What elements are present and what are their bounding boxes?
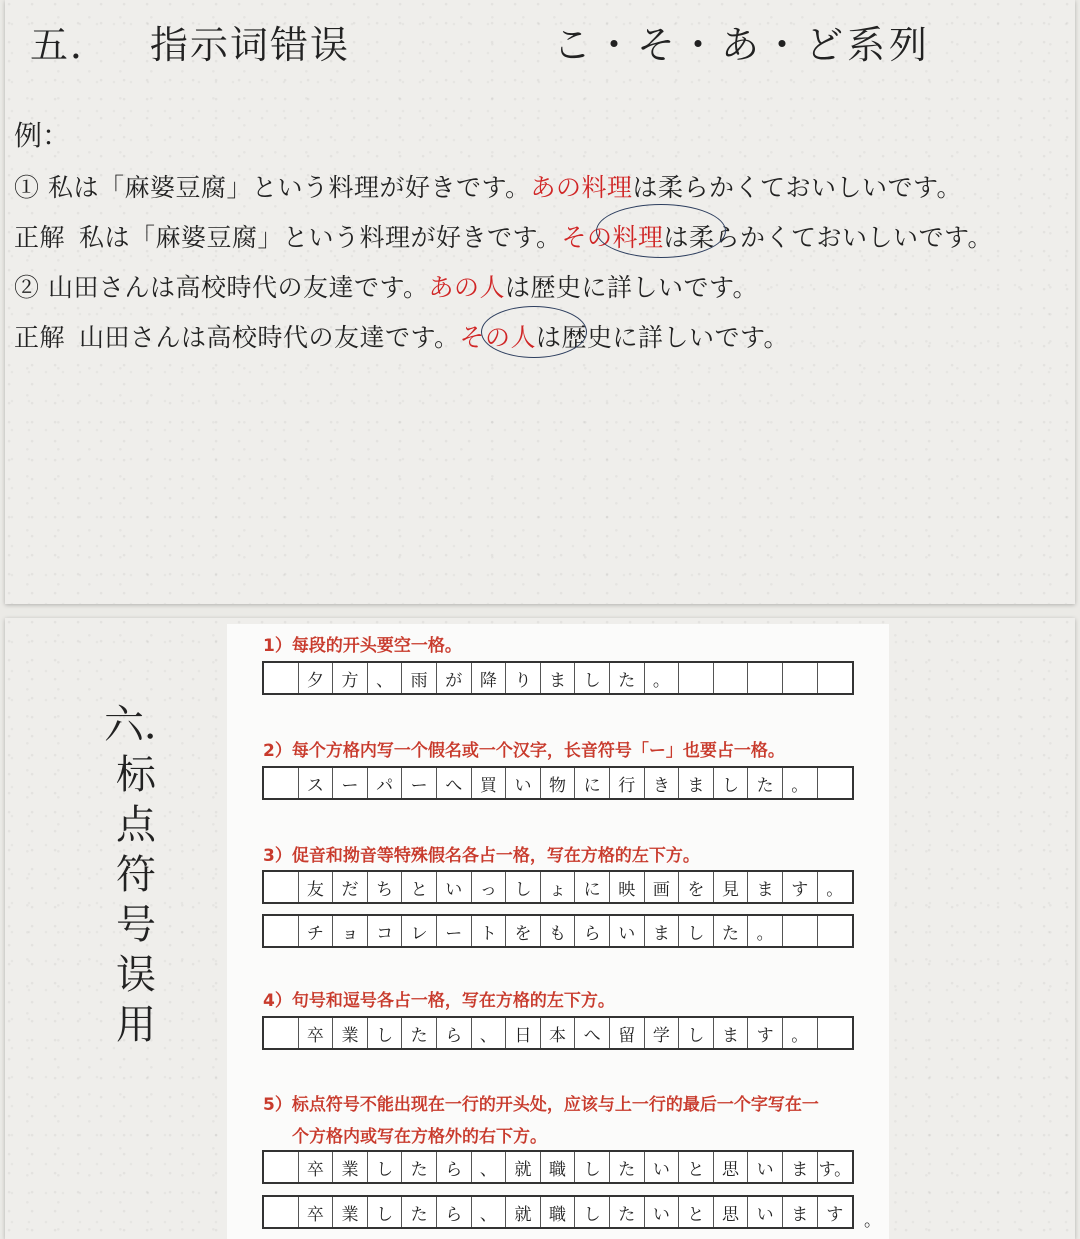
grid-cell: 方 [333,663,368,693]
grid-cell: ー [333,768,368,798]
grid-cell: す [748,1018,783,1048]
section5-series: こ・そ・あ・ど系列 [553,23,932,67]
manuscript-grid [262,1016,854,1050]
grid-cell [748,663,783,693]
grid-cell: 。 [826,879,844,900]
grid-cell: す [826,1204,844,1225]
grid-cell: に [575,872,610,902]
grid-cell: ら [437,1018,472,1048]
grid-cell: し [575,1152,610,1182]
rule-text: 1）每段的开头要空一格。 [263,636,462,656]
grid-cell [264,1197,299,1227]
correction-circle [481,306,587,358]
grid-cell: 物 [541,768,576,798]
grid-cell [264,663,299,693]
grid-cell: ま [714,1018,749,1048]
grid-cell: 降 [472,663,507,693]
grid-cell: 、 [368,663,403,693]
grid-cell: い [437,872,472,902]
grid-cell: た [714,916,749,946]
grid-cell: ま [645,916,680,946]
grid-cell: 業 [333,1152,368,1182]
grid-cell: と [679,1197,714,1227]
rule-text: 2）每个方格内写一个假名或一个汉字，长音符号「ー」也要占一格。 [263,741,785,761]
grid-cell [783,663,818,693]
manuscript-grid [262,870,854,904]
grid-cell [818,916,853,946]
grid-cell: い [645,1197,680,1227]
grid-cell: だ [333,872,368,902]
grid-cell: を [679,872,714,902]
grid-cell [818,768,853,798]
grid-cell: と [679,1152,714,1182]
grid-cell: に [575,768,610,798]
grid-cell: 。 [645,663,680,693]
section5-title [30,14,350,69]
grid-cell: 職 [541,1197,576,1227]
grid-cell: 雨 [402,663,437,693]
grid-cell: い [506,768,541,798]
grid-cell: が [437,663,472,693]
grid-cell: ー [437,916,472,946]
grid-cell: し [679,1018,714,1048]
grid-cell: し [506,872,541,902]
grid-cell: ス [299,768,334,798]
grid-cell: た [402,1197,437,1227]
grid-cell: 、 [472,1197,507,1227]
grid-cell: 見 [714,872,749,902]
title-char: 六． [104,702,184,748]
grid-cell: ま [783,1152,818,1182]
grid-cell: た [610,663,645,693]
grid-cell: 卒 [299,1197,334,1227]
grid-cell: 。 [783,768,818,798]
grid-cell: 日 [506,1018,541,1048]
example-label: 例： [14,119,71,152]
grid-cell [264,916,299,946]
grid-cell: 、 [472,1018,507,1048]
sentence-text: 私は「麻婆豆腐」という料理が好きです。 [79,223,562,252]
grid-cell: し [368,1018,403,1048]
grid-cell: と [402,872,437,902]
title-char: 误 [116,952,156,998]
grid-cell: た [610,1197,645,1227]
grid-cell: 。 [783,1018,818,1048]
example-line [14,318,789,354]
grid-cell: 思 [714,1197,749,1227]
grid-cell: た [402,1152,437,1182]
grid-cell: し [575,1197,610,1227]
example-line [14,268,758,304]
sentence-text: ① 私は「麻婆豆腐」という料理が好きです。 [14,173,531,202]
grid-cell: い [645,1152,680,1182]
title-char: 号 [116,902,156,948]
grid-cell: た [610,1152,645,1182]
grid-cell: ょ [541,872,576,902]
grid-cell: ま [748,872,783,902]
grid-cell: コ [368,916,403,946]
grid-cell: し [368,1197,403,1227]
grid-cell: い [748,1197,783,1227]
rule-text: 5）标点符号不能出现在一行的开头处，应该与上一行的最后一个字写在一 [263,1095,819,1115]
grid-cell: も [541,916,576,946]
grid-cell: っ [472,872,507,902]
grid-cell: ら [437,1197,472,1227]
grid-cell: 卒 [299,1018,334,1048]
sentence-text: 山田さんは高校時代の友達です。 [79,323,460,352]
sentence-text: ② 山田さんは高校時代の友達です。 [14,273,429,302]
sentence-text: は歴史に詳しいです。 [504,273,758,302]
grid-cell [818,1018,853,1048]
grid-cell: た [748,768,783,798]
grid-cell: し [679,916,714,946]
grid-cell: 学 [645,1018,680,1048]
grid-cell: へ [437,768,472,798]
highlighted-phrase: その料理 [561,223,664,252]
grid-cell [783,916,818,946]
grid-cell: 買 [472,768,507,798]
grid-cell: し [368,1152,403,1182]
manuscript-grid [262,766,854,800]
grid-cell: い [748,1152,783,1182]
title-char: 点 [116,802,156,848]
grid-cell: 画 [645,872,680,902]
title-char: 标 [116,752,156,798]
grid-cell: レ [402,916,437,946]
grid-cell: た [402,1018,437,1048]
grid-cell: 本 [541,1018,576,1048]
grid-cell: 業 [333,1197,368,1227]
grid-cell: 映 [610,872,645,902]
manuscript-grid [262,661,854,695]
sentence-text: 正解 [14,323,66,352]
grid-cell: 職 [541,1152,576,1182]
highlighted-phrase: あの料理 [530,173,633,202]
grid-cell: 業 [333,1018,368,1048]
grid-cell: ま [541,663,576,693]
grid-cell: い [610,916,645,946]
grid-cell: 就 [506,1197,541,1227]
grid-cell: 行 [610,768,645,798]
section5-number: 五． [30,23,111,67]
grid-cell [264,1018,299,1048]
grid-cell: を [506,916,541,946]
grid-cell: 卒 [299,1152,334,1182]
rule-text: 4）句号和逗号各占一格，写在方格的左下方。 [263,991,615,1011]
grid-cell [714,663,749,693]
highlighted-phrase: あの人 [428,273,505,302]
grid-cell: す [783,872,818,902]
grid-cell: 就 [506,1152,541,1182]
sentence-text: は柔らかくておいしいです。 [632,173,962,202]
example-line [14,168,962,204]
sentence-text: は柔らかくておいしいです。 [663,223,994,252]
manuscript-grid [262,914,854,948]
grid-cell: り [506,663,541,693]
trailing-period: 。 [864,1211,881,1231]
grid-cell: チ [299,916,334,946]
highlighted-phrase: その人 [459,323,537,352]
sentence-text: は歴史に詳しいです。 [536,323,790,352]
grid-cell: ョ [333,916,368,946]
grid-cell: ま [783,1197,818,1227]
grid-cell: ら [575,916,610,946]
grid-cell [264,768,299,798]
grid-cell: ト [472,916,507,946]
rule-text: 个方格内或写在方格外的右下方。 [292,1127,547,1147]
grid-cell: ー [402,768,437,798]
grid-cell [264,1152,299,1182]
grid-cell: パ [368,768,403,798]
grid-cell: 夕 [299,663,334,693]
section6-vertical-title [104,700,184,1050]
grid-cell: ち [368,872,403,902]
grid-cell: 、 [472,1152,507,1182]
grid-cell [818,663,853,693]
grid-cell: 留 [610,1018,645,1048]
manuscript-grid [262,1150,854,1184]
grid-cell: す。 [818,1159,852,1180]
manuscript-grid [262,1195,854,1229]
rule-text: 3）促音和拗音等特殊假名各占一格，写在方格的左下方。 [263,846,700,866]
title-char: 符 [116,852,156,898]
correction-circle [596,204,726,258]
grid-cell: へ [575,1018,610,1048]
grid-cell: し [714,768,749,798]
grid-cell: 。 [748,916,783,946]
grid-cell: 思 [714,1152,749,1182]
grid-cell: し [575,663,610,693]
grid-cell: き [645,768,680,798]
section5-heading: 指示词错误 [150,23,351,67]
grid-cell [679,663,714,693]
grid-cell: ら [437,1152,472,1182]
example-line [14,218,993,254]
grid-cell: ま [679,768,714,798]
grid-cell [264,872,299,902]
title-char: 用 [116,1002,156,1048]
grid-cell: 友 [299,872,334,902]
sentence-text: 正解 [14,223,66,252]
